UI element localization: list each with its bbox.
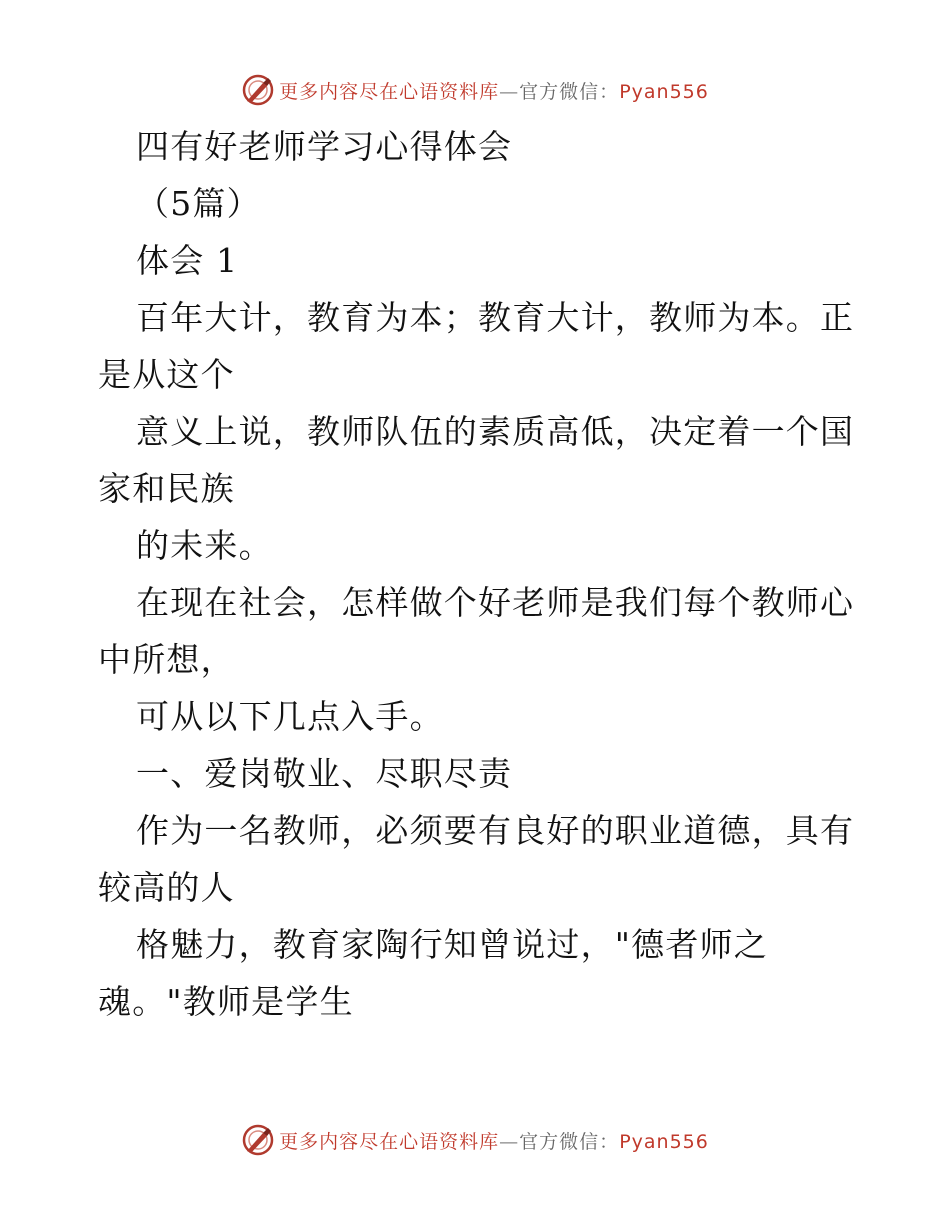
header-banner bbox=[0, 68, 950, 112]
text-line: 意义上说，教师队伍的素质高低，决定着一个国 bbox=[136, 412, 855, 451]
text-line: 百年大计，教育为本；教育大计，教师为本。正 bbox=[136, 298, 855, 337]
banner-wechat-id: Pyan556 bbox=[619, 1130, 709, 1153]
banner-slogan: 更多内容尽在心语资料库 bbox=[279, 80, 500, 103]
banner-wechat-id: Pyan556 bbox=[619, 80, 709, 103]
banner-wechat-label: 官方微信： bbox=[519, 80, 620, 103]
text-line: 在现在社会，怎样做个好老师是我们每个教师心 bbox=[136, 583, 855, 622]
banner-slogan: 更多内容尽在心语资料库 bbox=[279, 1130, 500, 1153]
banner-dash: — bbox=[499, 80, 520, 103]
text-line: （5篇） bbox=[136, 184, 261, 223]
pen-logo-icon bbox=[241, 73, 275, 107]
text-line: 一、爱岗敬业、尽职尽责 bbox=[136, 754, 513, 793]
text-line: 是从这个 bbox=[98, 355, 235, 394]
text-line: 魂。"教师是学生 bbox=[98, 982, 354, 1021]
text-line: 可从以下几点入手。 bbox=[136, 697, 444, 736]
text-line: 格魅力，教育家陶行知曾说过，"德者师之 bbox=[136, 925, 768, 964]
text-line: 家和民族 bbox=[98, 469, 235, 508]
text-line: 四有好老师学习心得体会 bbox=[136, 127, 513, 166]
document-body bbox=[98, 118, 858, 1030]
banner-wechat-label: 官方微信： bbox=[519, 1130, 620, 1153]
text-line: 作为一名教师，必须要有良好的职业道德，具有 bbox=[136, 811, 855, 850]
text-line: 中所想， bbox=[98, 640, 235, 679]
text-line: 较高的人 bbox=[98, 868, 235, 907]
banner-text bbox=[279, 1127, 709, 1154]
banner-text bbox=[279, 77, 709, 104]
footer-banner bbox=[0, 1118, 950, 1162]
pen-logo-icon bbox=[241, 1123, 275, 1157]
text-line: 的未来。 bbox=[136, 526, 273, 565]
banner-dash: — bbox=[499, 1130, 520, 1153]
text-line: 体会 1 bbox=[136, 241, 239, 280]
